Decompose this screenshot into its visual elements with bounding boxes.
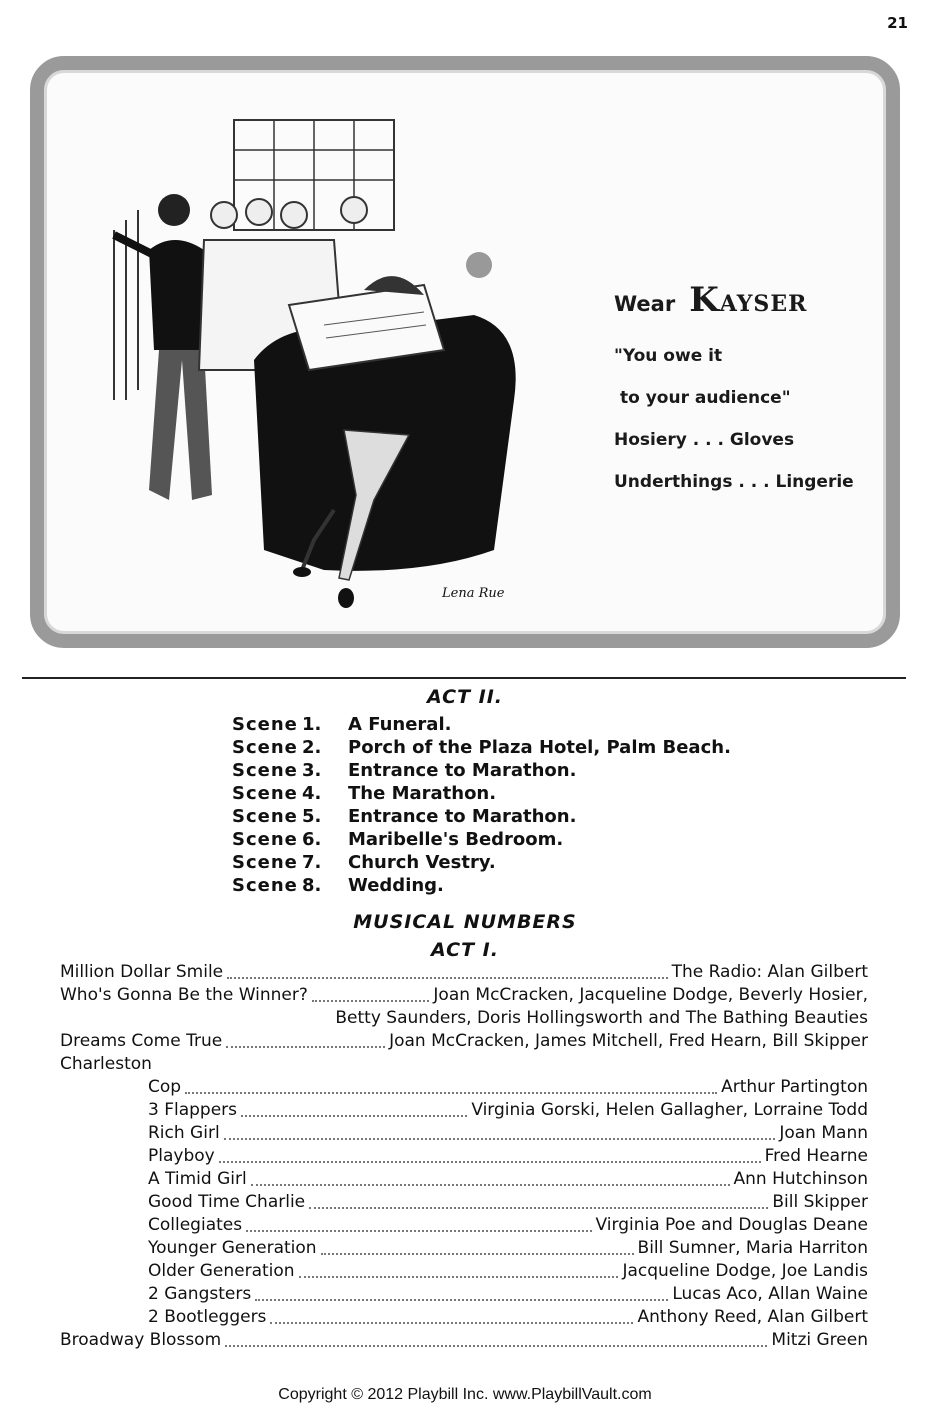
act-ii-scene-list [232,713,731,897]
scene-row: Scene 6. Maribelle's Bedroom. [232,829,564,850]
scene-row: Scene 2. Porch of the Plaza Hotel, Palm Beach. [232,737,731,758]
divider [22,677,906,679]
list-item: 3 Flappers Virginia Gorski, Helen Gallagher, Lorraine Todd [148,1100,868,1120]
musical-numbers-title: MUSICAL NUMBERS [353,911,577,933]
list-item: Charleston [60,1054,152,1074]
ad-headline [614,280,884,320]
advertisement-illustration [94,100,524,630]
scene-row: Scene 8. Wedding. [232,875,444,896]
list-item: Betty Saunders, Doris Hollingsworth and The Bathing Beauties [335,1008,868,1028]
kayser-advertisement [30,56,900,648]
list-item: 2 Gangsters Lucas Aco, Allan Waine [148,1284,868,1304]
list-item: Older Generation Jacqueline Dodge, Joe Landis [148,1261,868,1281]
advertisement-copy [614,280,884,514]
page-number: 21 [887,14,908,32]
scene-row: Scene 7. Church Vestry. [232,852,496,873]
slogan-line-1: "You owe it [614,346,723,366]
brand-logo [689,280,807,320]
list-item: Good Time Charlie Bill Skipper [148,1192,868,1212]
list-item: Broadway Blossom Mitzi Green [60,1330,868,1350]
musical-numbers-list [60,961,868,1352]
slogan-line-2: to your audience" [620,388,791,408]
list-item: Younger Generation Bill Sumner, Maria Harriton [148,1238,868,1258]
scene-row: Scene 4. The Marathon. [232,783,497,804]
list-item: Million Dollar Smile The Radio: Alan Gilbert [60,962,868,982]
list-item: A Timid Girl Ann Hutchinson [148,1169,868,1189]
act-ii-title: ACT II. [427,686,503,708]
list-item: Collegiates Virginia Poe and Douglas Deane [148,1215,868,1235]
scene-row: Scene 5. Entrance to Marathon. [232,806,577,827]
products-line-1: Hosiery . . . Gloves [614,430,795,450]
act-i-title: ACT I. [431,939,499,961]
list-item: Rich Girl Joan Mann [148,1123,868,1143]
list-item: Cop Arthur Partington [148,1077,868,1097]
copyright-footer: Copyright © 2012 Playbill Inc. www.PlaybillVault.com [278,1386,652,1403]
list-item: Who's Gonna Be the Winner? Joan McCracken, Jacqueline Dodge, Beverly Hosier, [60,985,868,1005]
list-item: Dreams Come True Joan McCracken, James Mitchell, Fred Hearn, Bill Skipper [60,1031,868,1051]
wear-word: Wear [614,292,676,316]
brand-initial: K [689,280,720,320]
list-item: 2 Bootleggers Anthony Reed, Alan Gilbert [148,1307,868,1327]
scene-row: Scene 3. Entrance to Marathon. [232,760,577,781]
list-item: Playboy Fred Hearne [148,1146,868,1166]
scene-row: Scene 1. A Funeral. [232,714,452,735]
brand-rest: AYSER [719,291,808,317]
artist-signature: Lena Rue [442,586,505,601]
products-line-2: Underthings . . . Lingerie [614,472,854,492]
